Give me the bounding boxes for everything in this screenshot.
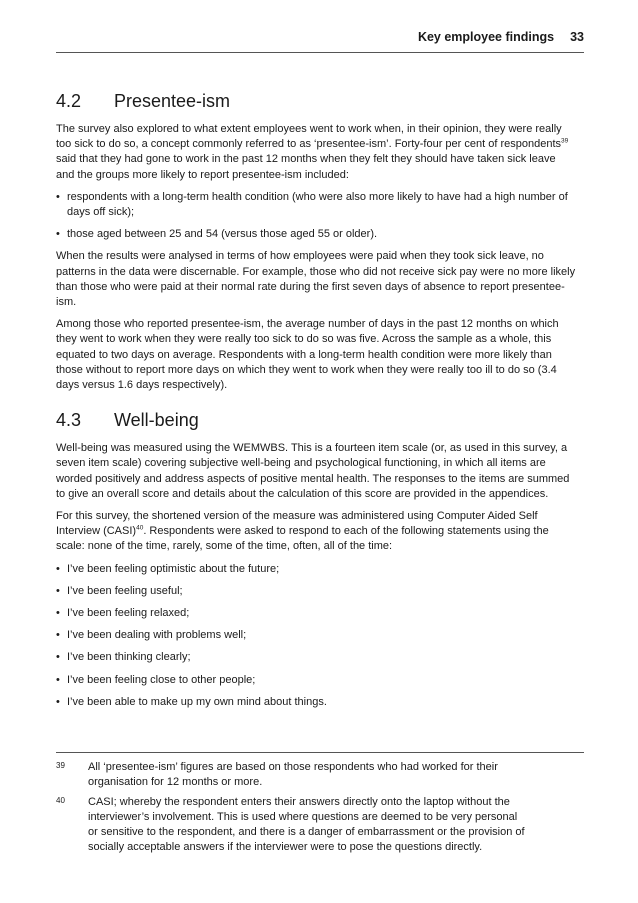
- page-number: 33: [570, 30, 584, 44]
- footnote-number: 40: [56, 796, 65, 805]
- main-content: [56, 90, 576, 717]
- section-number: 4.3: [56, 410, 82, 431]
- paragraph-text: The survey also explored to what extent employees went to work when, in their opinion, they were really too sick to do so, a concept commonly referred to as ‘presentee-ism’. Forty-four per cent of respondents: [56, 123, 562, 151]
- paragraph: Well-being was measured using the WEMWBS. This is a fourteen item scale (or, as used in this survey, a seven item scale) covering subjective well-being and psychological functioning, in which all items are worded positively and address aspects of positive mental health. The responses to the items are summed to give an overall score and details about the calculation of this score are provided in the appendices.: [56, 442, 570, 500]
- list-item: • I’ve been feeling useful;: [56, 584, 576, 599]
- footnote-ref[interactable]: 39: [561, 137, 569, 145]
- list-item: • I’ve been dealing with problems well;: [56, 628, 576, 643]
- list-item: • I’ve been able to make up my own mind about things.: [56, 695, 576, 710]
- page-header: [56, 30, 584, 44]
- bullet-list: [56, 190, 576, 243]
- paragraph-text: said that they had gone to work in the past 12 months when they felt they should have taken sick leave and the groups more likely to report presentee-ism included:: [56, 153, 556, 181]
- footnote-divider: [56, 752, 584, 753]
- list-item: • I’ve been feeling optimistic about the future;: [56, 562, 576, 577]
- footnote-text: CASI; whereby the respondent enters their answers directly onto the laptop without the interviewer’s involvement. This is used where questions are deemed to be very personal or sensitive to the respondent, and there is a danger of embarrassment or the provision of socially acceptable answers if the interviewer were to pose the questions directly.: [88, 796, 525, 853]
- paragraph: [56, 509, 576, 555]
- header-divider: [56, 52, 584, 53]
- paragraph-text: For this survey, the shortened version of the measure was administered using Computer Aided Self Interview (CASI): [56, 510, 538, 538]
- footnote: [56, 795, 526, 855]
- footnote-number: 39: [56, 761, 65, 770]
- section-well-being: [56, 409, 576, 710]
- section-number: 4.2: [56, 91, 82, 111]
- section-heading: [56, 90, 576, 112]
- section-title: Well-being: [114, 410, 199, 431]
- paragraph-text: . Respondents were asked to respond to each of the following statements using the scale: none of the time, rarely, some of the time, often, all of the time:: [56, 525, 549, 553]
- bullet-list: [56, 562, 576, 710]
- list-item: • I’ve been feeling close to other people;: [56, 673, 576, 688]
- footnote: [56, 760, 526, 790]
- footnote-text: All ‘presentee-ism’ figures are based on those respondents who had worked for their organisation for 12 months or more.: [88, 761, 498, 788]
- section-presentee-ism: [56, 90, 576, 393]
- paragraph: When the results were analysed in terms of how employees were paid when they took sick leave, no patterns in the data were discernable. For example, those who did not receive sick pay were no more likely than those who were paid at their normal rate during the first seven days of absence to report presentee-ism.: [56, 250, 576, 309]
- list-item: • respondents with a long-term health condition (who were also more likely to have had a high number of days off sick);: [56, 190, 576, 220]
- footnotes: [56, 760, 526, 860]
- list-item: • those aged between 25 and 54 (versus those aged 55 or older).: [56, 227, 576, 242]
- header-title: Key employee findings: [417, 30, 555, 44]
- section-heading: [56, 409, 576, 431]
- section-title: Presentee-ism: [114, 91, 231, 111]
- list-item: • I’ve been feeling relaxed;: [56, 606, 576, 621]
- list-item: • I’ve been thinking clearly;: [56, 650, 576, 665]
- paragraph: Among those who reported presentee-ism, the average number of days in the past 12 months on which they went to work when they were really too sick to do so was five. Across the sample as a whole, this equated to two days on average. Respondents with a long-term health condition were more likely than those without to report more days on which they went to work when they were really too ill to do so (3.4 days versus 1.6 days respectively).: [56, 318, 559, 392]
- paragraph: [56, 122, 576, 183]
- footnote-ref[interactable]: 40: [136, 524, 144, 532]
